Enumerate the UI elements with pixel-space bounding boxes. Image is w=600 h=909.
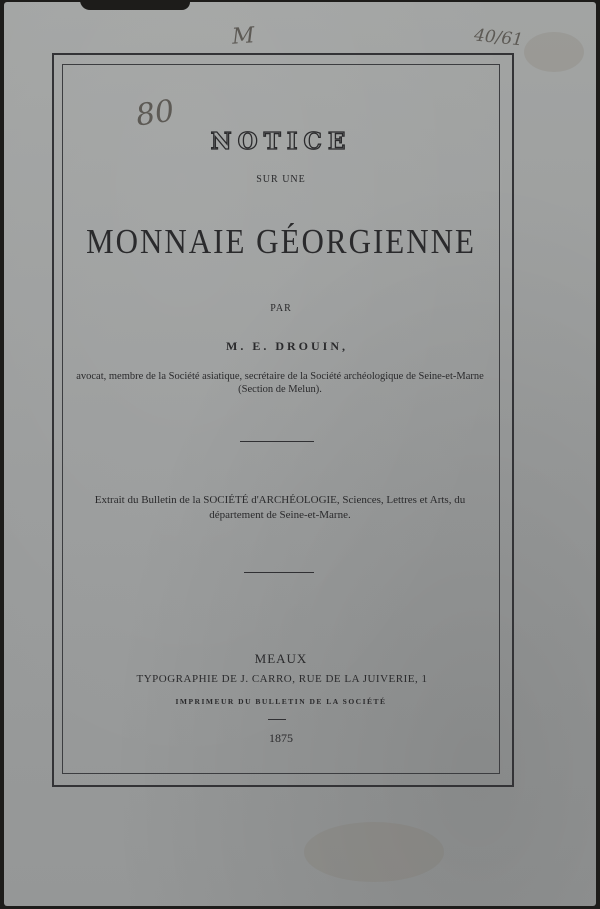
publication-year: 1875 — [269, 731, 293, 745]
publication-city: MEAUX — [254, 651, 308, 666]
pencil-number-corner: 40/61 — [473, 25, 524, 51]
pencil-number-left: 80 — [133, 93, 177, 134]
paper-stain — [304, 822, 444, 882]
divider-rule — [268, 719, 286, 720]
by-line: PAR — [270, 303, 292, 314]
cover-subheading: SUR UNE — [256, 174, 306, 185]
paper-stain — [524, 32, 584, 72]
inner-border-frame — [62, 64, 500, 774]
extract-note: Extrait du Bulletin de la SOCIÉTÉ d'ARCHÉOLOGIE, Sciences, Lettres et Arts, du département de Seine-et-Marne. — [94, 494, 466, 521]
printer-line: TYPOGRAPHIE DE J. CARRO, RUE DE LA JUIVERIE, 1 — [136, 673, 428, 685]
divider-rule — [240, 441, 314, 442]
printer-note: IMPRIMEUR DU BULLETIN DE LA SOCIÉTÉ — [175, 697, 387, 706]
pencil-mark-top: M — [231, 23, 256, 50]
top-edge-tear — [80, 0, 190, 10]
cover-heading: NOTICE — [210, 128, 352, 155]
divider-rule — [244, 572, 314, 573]
author-name: M. E. DROUIN, — [226, 339, 348, 353]
author-affiliation: avocat, membre de la Société asiatique, secrétaire de la Société archéologique de Seine-et-Marne (Section de Melun). — [76, 371, 484, 395]
cover-title: MONNAIE GÉORGIENNE — [86, 221, 476, 262]
